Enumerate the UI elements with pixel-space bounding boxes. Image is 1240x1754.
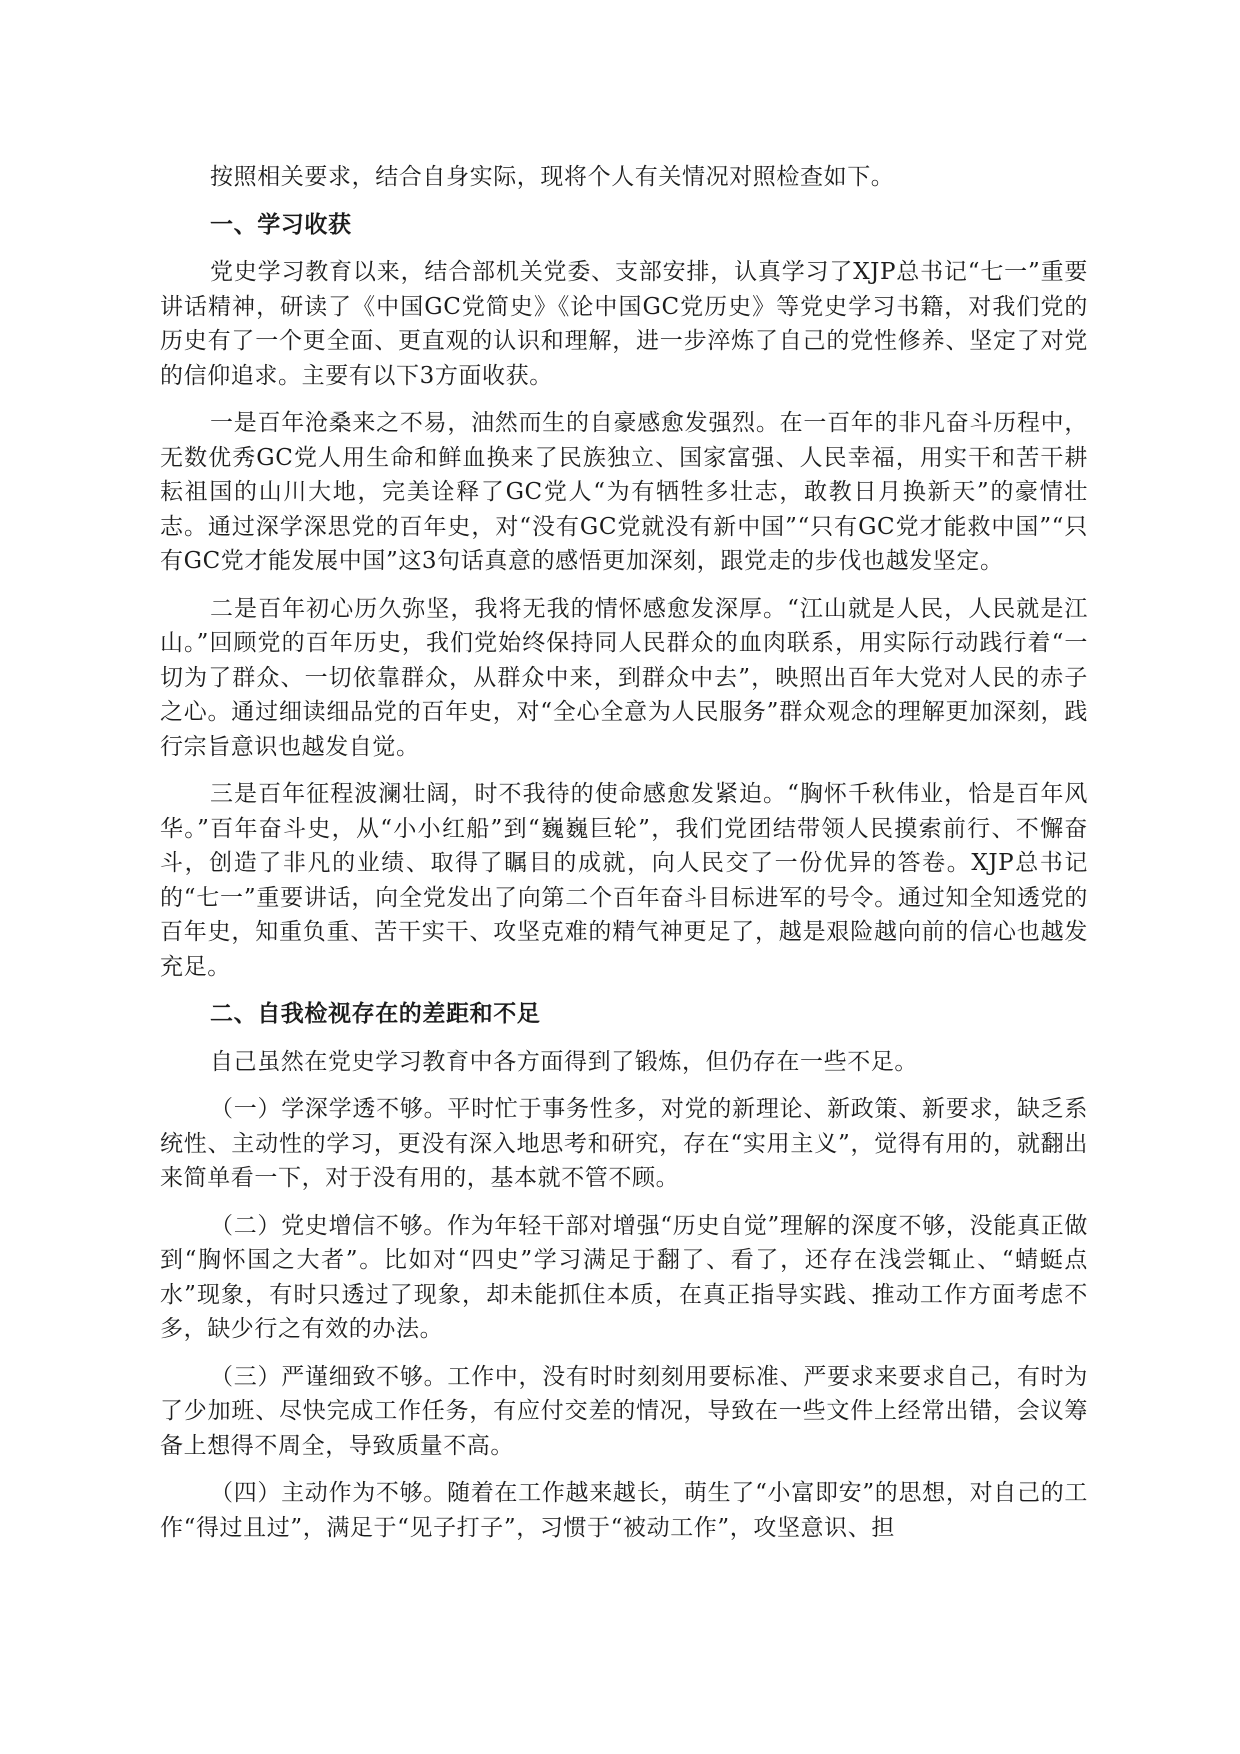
- shortcomings-intro-paragraph: 自己虽然在党史学习教育中各方面得到了锻炼，但仍存在一些不足。: [210, 1048, 918, 1075]
- gain-three-paragraph: 三是百年征程波澜壮阔，时不我待的使命感愈发紧迫。“胸怀千秋伟业，恰是百年风华。”百年奋斗史，从“小小红船”到“巍巍巨轮”，我们党团结带领人民摸索前行、不懈奋斗，创造了非凡的业绩、取得了瞩目的成就，向人民交了一份优异的答卷。XJP总书记的“七一”重要讲话，向全党发出了向第二个百年奋斗目标进军的号令。通过知全知透党的百年史，知重负重、苦干实干、攻坚克难的精气神更足了，越是艰险越向前的信心也越发充足。: [160, 781, 1088, 980]
- shortcoming-one-paragraph: （一）学深学透不够。平时忙于事务性多，对党的新理论、新政策、新要求，缺乏系统性、主动性的学习，更没有深入地思考和研究，存在“实用主义”，觉得有用的，就翻出来简单看一下，对于没有用的，基本就不管不顾。: [160, 1096, 1088, 1191]
- document-page: [160, 160, 1088, 1558]
- shortcoming-four-paragraph: （四）主动作为不够。随着在工作越来越长，萌生了“小富即安”的思想，对自己的工作“得过且过”，满足于“见子打子”，习惯于“被动工作”，攻坚意识、担: [160, 1480, 1088, 1541]
- shortcoming-three-paragraph: （三）严谨细致不够。工作中，没有时时刻刻用要标准、严要求来要求自己，有时为了少加班、尽快完成工作任务，有应付交差的情况，导致在一些文件上经常出错，会议筹备上想得不周全，导致质量不高。: [160, 1363, 1088, 1459]
- section-heading-shortcomings: 二、自我检视存在的差距和不足: [210, 1001, 541, 1027]
- intro-paragraph: 按照相关要求，结合自身实际，现将个人有关情况对照检查如下。: [210, 164, 895, 190]
- gain-two-paragraph: 二是百年初心历久弥坚，我将无我的情怀感愈发深厚。“江山就是人民，人民就是江山。”回顾党的百年历史，我们党始终保持同人民群众的血肉联系，用实际行动践行着“一切为了群众、一切依靠群众，从群众中来，到群众中去”，映照出百年大党对人民的赤子之心。通过细读细品党的百年史，对“全心全意为人民服务”群众观念的理解更加深刻，践行宗旨意识也越发自觉。: [160, 595, 1088, 760]
- gain-one-paragraph: 一是百年沧桑来之不易，油然而生的自豪感愈发强烈。在一百年的非凡奋斗历程中，无数优秀GC党人用生命和鲜血换来了民族独立、国家富强、人民幸福，用实干和苦干耕耘祖国的山川大地，完美诠释了GC党人“为有牺牲多壮志，敢教日月换新天”的豪情壮志。通过深学深思党的百年史，对“没有GC党就没有新中国”“只有GC党才能救中国”“只有GC党才能发展中国”这3句话真意的感悟更加深刻，跟党走的步伐也越发坚定。: [160, 410, 1088, 574]
- section-heading-learning-gains: 一、学习收获: [210, 211, 352, 238]
- learning-overview-paragraph: 党史学习教育以来，结合部机关党委、支部安排，认真学习了XJP总书记“七一”重要讲话精神，研读了《中国GC党简史》《论中国GC党历史》等党史学习书籍，对我们党的历史有了一个更全面、更直观的认识和理解，进一步淬炼了自己的党性修养、坚定了对党的信仰追求。主要有以下3方面收获。: [160, 259, 1088, 389]
- shortcoming-two-paragraph: （二）党史增信不够。作为年轻干部对增强“历史自觉”理解的深度不够，没能真正做到“胸怀国之大者”。比如对“四史”学习满足于翻了、看了，还存在浅尝辄止、“蜻蜓点水”现象，有时只透过了现象，却未能抓住本质，在真正指导实践、推动工作方面考虑不多，缺少行之有效的办法。: [160, 1212, 1088, 1342]
